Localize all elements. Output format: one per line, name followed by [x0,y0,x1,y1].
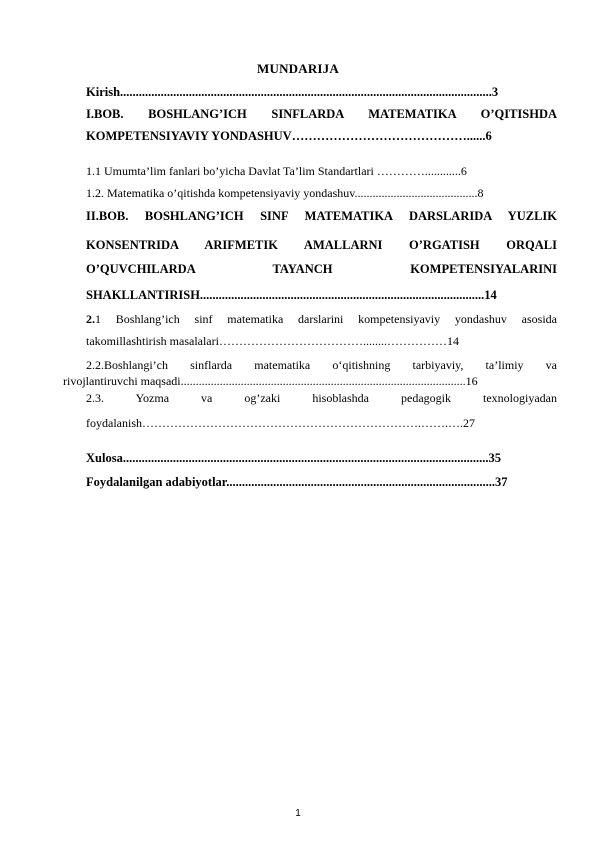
toc-section-1-1: 1.1 Umumta’lim fanlari bo’yicha Davlat Ta’lim Standartlari …………............6 [86,164,467,178]
toc-chapter1-line2: KOMPETENSIYAVIY YONDASHUV……………………………………......6 [86,129,492,143]
toc-adabiyotlar: Foydalanilgan adabiyotlar......................................................................................37 [86,475,508,489]
page-title: MUNDARIJA [257,61,339,76]
toc-chapter2-line1: II.BOB. BOSHLANG’ICH SINF MATEMATIKA DARSLARIDA YUZLIK [86,209,557,223]
toc-chapter2-line3: O’QUVCHILARDA TAYANCH KOMPETENSIYALARINI [86,262,557,276]
toc-section-2-1-line1 [86,311,557,327]
toc-section-2-2-line2: rivojlantiruvchi maqsadi...............................................................................................16 [63,374,478,388]
toc-chapter1-line1: I.BOB. BOSHLANG’ICH SINFLARDA MATEMATIKA O’QITISHDA [86,107,557,121]
toc-xulosa: Xulosa.....................................................................................................................35 [86,451,501,465]
toc-chapter2-line2: KONSENTRIDA ARIFMETIK AMALLARNI O’RGATISH ORQALI [86,238,557,252]
toc-section-2-2-line1: 2.2.Boshlangi’ch sinflarda matematika o‘qitishning tarbiyaviy, ta’limiy va [86,358,557,372]
toc-section-2-3-line2: foydalanish…………………………………………………………….…….….27 [86,416,475,430]
toc-chapter2-line4: SHAKLLANTIRISH...........................................................................................14 [86,288,497,302]
toc-section-2-3-line1: 2.3. Yozma va og’zaki hisoblashda pedagogik texnologiyadan [86,391,557,405]
toc-section-2-1-text: 1 Boshlang’ich sinf matematika darslarini kompetensiyaviy yondashuv asosida [95,312,557,326]
toc-section-1-2: 1.2. Matematika o’qitishda kompetensiyaviy yondashuv.........................................8 [86,186,484,200]
toc-kirish: Kirish.......................................................................................................................3 [86,85,499,99]
toc-section-2-1-number: 2. [86,312,95,326]
toc-section-2-1-line2: takomillashtirish masalalari………………………………........……………14 [86,334,459,348]
page-number: 1 [295,808,301,819]
